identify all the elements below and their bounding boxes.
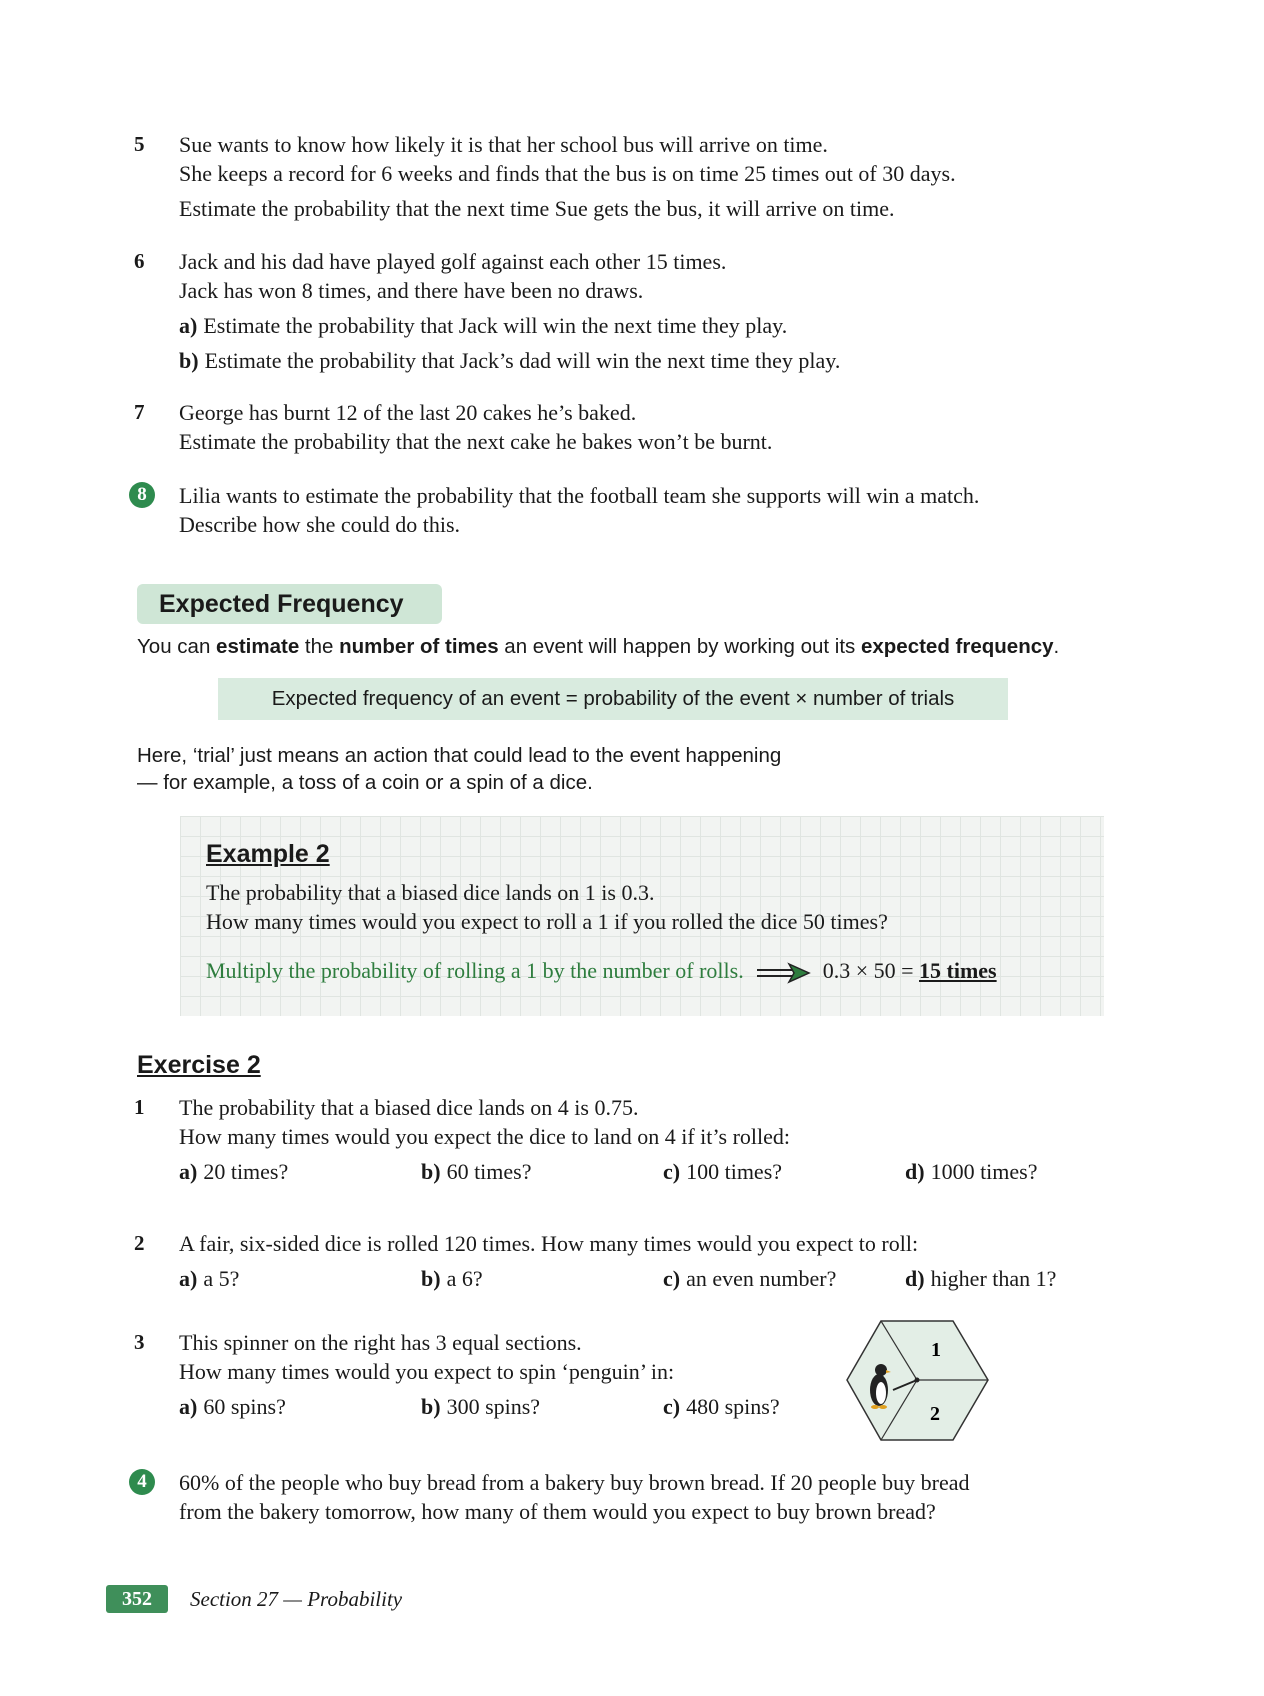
question-text: Describe how she could do this. [179,512,461,537]
question-number-badge: 8 [129,482,155,508]
question-number: 5 [134,132,145,156]
question-part-b: b) 300 spins? [421,1394,541,1419]
page-number: 352 [106,1585,168,1613]
question-text: George has burnt 12 of the last 20 cakes he’s baked. [179,400,637,425]
exercise-title: Exercise 2 [137,1051,261,1079]
intro-text: You can estimate the number of times an event will happen by working out its expected frequency. [137,635,1060,658]
exercise-question-1 [134,1093,1134,1186]
example-box [180,816,1104,1016]
question-part-b: b) a 6? [421,1266,483,1291]
trial-explanation: Here, ‘trial’ just means an action that could lead to the event happening — for example, a toss of a coin or a spin of a dice. [137,744,782,794]
question-part-c: c) an even number? [663,1266,837,1291]
question-text: A fair, six-sided dice is rolled 120 times. How many times would you expect to roll: [179,1231,919,1256]
question-text: Jack and his dad have played golf against each other 15 times. [179,249,727,274]
question-part-d: d) 1000 times? [905,1159,1038,1184]
question-part-a: a) 20 times? [179,1159,289,1184]
example-hint: Multiply the probability of rolling a 1 by the number of rolls. [206,958,744,983]
example-question: The probability that a biased dice lands on 1 is 0.3. How many times would you expect to roll a 1 if you rolled the dice 50 times? [206,880,888,934]
question-part-a: a) 60 spins? [179,1394,286,1419]
formula-box: Expected frequency of an event = probability of the event × number of trials [218,678,1008,720]
question-part-c: c) 100 times? [663,1159,783,1184]
question-text: Estimate the probability that the next cake he bakes won’t be burnt. [179,429,773,454]
question-number: 1 [134,1095,145,1119]
question-text: Estimate the probability that the next time Sue gets the bus, it will arrive on time. [179,196,895,221]
question-part-a: a) Estimate the probability that Jack will win the next time they play. [179,313,788,338]
question-part-d: d) higher than 1? [905,1266,1057,1291]
question-text: The probability that a biased dice lands on 4 is 0.75. [179,1095,639,1120]
arrow-right-icon [755,962,811,984]
question-text: How many times would you expect to spin ‘penguin’ in: [179,1359,675,1384]
question-part-b: b) 60 times? [421,1159,532,1184]
question-part-a: a) a 5? [179,1266,240,1291]
question-6 [134,247,1134,375]
question-number: 3 [134,1330,145,1354]
section-title: Section 27 — Probability [190,1587,403,1611]
question-text: Lilia wants to estimate the probability that the football team she supports will win a match. [179,483,980,508]
question-text: This spinner on the right has 3 equal sections. [179,1330,582,1355]
exercise-question-4 [134,1468,1134,1526]
question-part-b: b) Estimate the probability that Jack’s dad will win the next time they play. [179,348,841,373]
question-text: from the bakery tomorrow, how many of them would you expect to buy brown bread? [179,1499,936,1524]
exercise-question-2 [134,1229,1134,1293]
spinner-diagram [845,1318,990,1443]
question-text: She keeps a record for 6 weeks and finds that the bus is on time 25 times out of 30 days. [179,161,956,186]
question-text: How many times would you expect the dice to land on 4 if it’s rolled: [179,1124,790,1149]
example-answer: 15 times [919,958,997,983]
question-7 [134,398,1134,456]
question-text: Sue wants to know how likely it is that her school bus will arrive on time. [179,132,828,157]
question-part-c: c) 480 spins? [663,1394,780,1419]
section-heading: Expected Frequency [137,584,442,624]
question-text: 60% of the people who buy bread from a bakery buy brown bread. If 20 people buy bread [179,1470,970,1495]
spinner-label-1: 1 [931,1339,941,1361]
spinner-label-2: 2 [930,1403,940,1425]
example-solution: Multiply the probability of rolling a 1 by the number of rolls. 0.3 × 50 = 15 times [206,958,997,983]
question-number: 2 [134,1231,145,1255]
question-number-badge: 4 [129,1469,155,1495]
question-number: 6 [134,249,145,273]
question-5 [134,130,1134,223]
example-title: Example 2 [206,840,330,868]
question-8 [134,481,1134,539]
question-number: 7 [134,400,145,424]
question-text: Jack has won 8 times, and there have been no draws. [179,278,644,303]
